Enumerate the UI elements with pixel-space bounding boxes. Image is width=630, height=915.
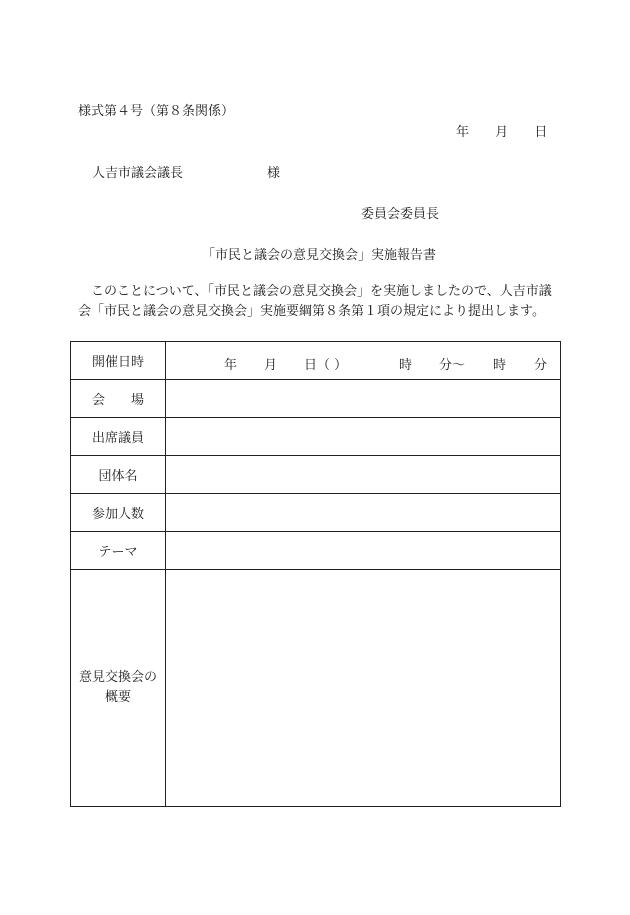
participants-value[interactable] [166, 494, 561, 532]
venue-value[interactable] [166, 380, 561, 418]
datetime-value[interactable] [166, 342, 561, 380]
date-year: 年 [456, 125, 470, 140]
summary-label-line2: 概要 [104, 690, 131, 705]
addressee [92, 162, 281, 181]
table-row [71, 418, 561, 456]
table-row [71, 494, 561, 532]
participants-label: 参加人数 [71, 494, 166, 532]
datetime-month: 月 [264, 358, 278, 373]
organization-value[interactable] [166, 456, 561, 494]
document-title: 「市民と議会の意見交換会」実施報告書 [202, 248, 437, 263]
date-line [456, 121, 547, 140]
theme-label: テーマ [71, 532, 166, 570]
organization-label: 団体名 [71, 456, 166, 494]
theme-value[interactable] [166, 532, 561, 570]
summary-value[interactable] [166, 570, 561, 807]
attending-members-value[interactable] [166, 418, 561, 456]
datetime-day: 日（ ） [304, 358, 348, 373]
form-number: 様式第４号（第８条関係） [78, 104, 235, 119]
table-row-datetime [71, 342, 561, 380]
datetime-min-start: 分～ [439, 358, 466, 373]
date-month: 月 [495, 125, 509, 140]
table-row [71, 532, 561, 570]
venue-label: 会 場 [71, 380, 166, 418]
date-day: 日 [534, 125, 548, 140]
datetime-min-end: 分 [534, 358, 548, 373]
table-row-summary [71, 570, 561, 807]
datetime-year: 年 [224, 358, 238, 373]
table-row [71, 456, 561, 494]
body-text: このことについて、「市民と議会の意見交換会」を実施しましたので、人吉市議会「市民と議会の意見交換会」実施要綱第８条第１項の規定により提出します。 [78, 284, 552, 319]
datetime-label: 開催日時 [71, 342, 166, 380]
summary-label-line1: 意見交換会の [78, 670, 157, 685]
summary-label [71, 570, 166, 807]
sender: 委員会委員長 [361, 207, 440, 222]
datetime-hour-end: 時 [493, 358, 507, 373]
datetime-hour-start: 時 [399, 358, 413, 373]
report-table [70, 341, 561, 807]
addressee-honorific: 様 [267, 166, 281, 181]
addressee-title: 人吉市議会議長 [92, 166, 184, 181]
table-row [71, 380, 561, 418]
attending-members-label: 出席議員 [71, 418, 166, 456]
